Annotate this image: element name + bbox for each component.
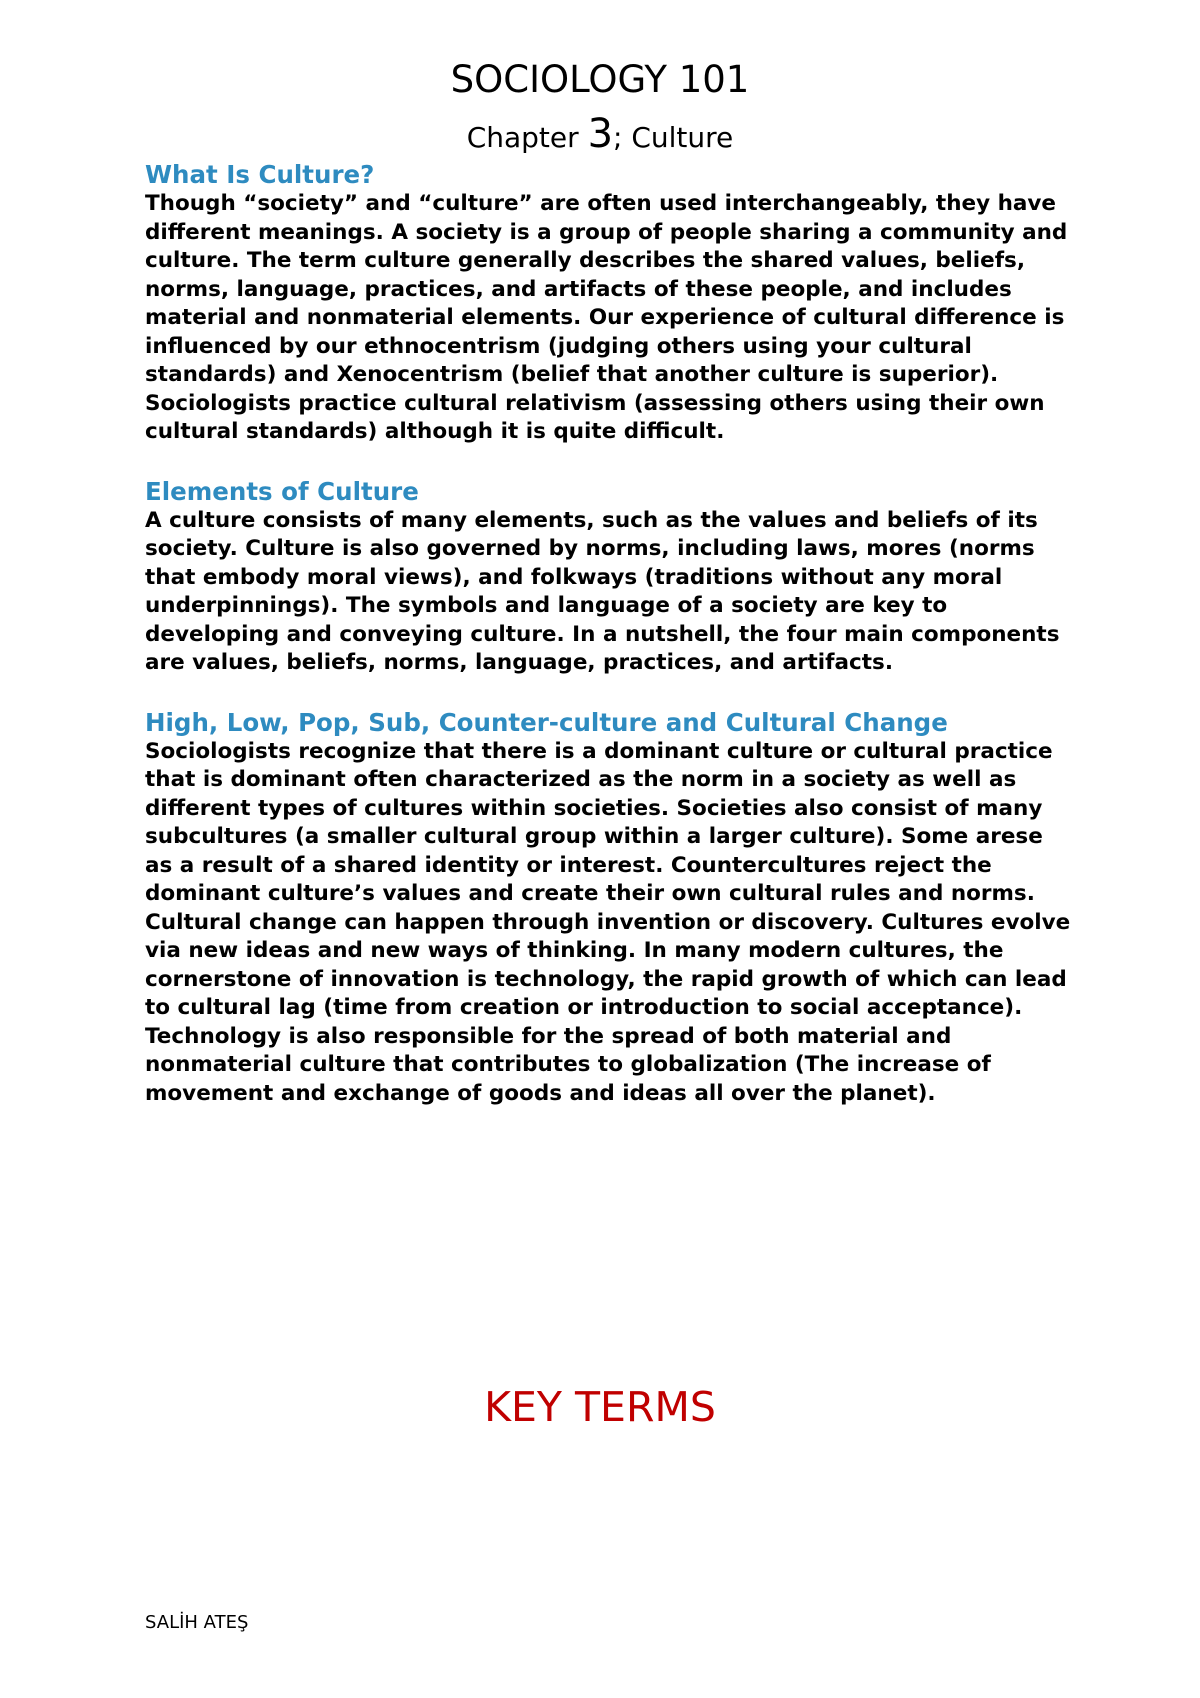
chapter-subtitle — [0, 112, 1200, 160]
section-elements-of-culture — [145, 477, 1075, 678]
section-body: Sociologists recognize that there is a dominant culture or cultural practice that is dominant often characterized as the norm in a society as well as different types of cultures within societies. Societies also consist of many subcultures (a smaller cultural group within a larger culture). Some arese as a result of a shared identity or interest. Countercultures reject the dominant culture’s values and create their own cultural rules and norms. Cultural change can happen through invention or discovery. Cultures evolve via new ideas and new ways of thinking. In many modern cultures, the cornerstone of innovation is technology, the rapid growth of which can lead to cultural lag (time from creation or introduction to social acceptance). Technology is also responsible for the spread of both material and nonmaterial culture that contributes to globalization (The increase of movement and exchange of goods and ideas all over the planet). — [145, 738, 1071, 1106]
section-heading: High, Low, Pop, Sub, Counter-culture and Cultural Change — [145, 707, 948, 737]
key-terms-heading: KEY TERMS — [484, 1383, 716, 1431]
section-body: Though “society” and “culture” are often used interchangeably, they have different meanings. A society is a group of people sharing a community and culture. The term culture generally describes the shared values, beliefs, norms, language, practices, and artifacts of these people, and includes material and nonmaterial elements. Our experience of cultural difference is influenced by our ethnocentrism (judging others using your cultural standards) and Xenocentrism (belief that another culture is superior). Sociologists practice cultural relativism (assessing others using their own cultural standards) although it is quite difficult. — [145, 191, 1068, 444]
section-body: A culture consists of many elements, such as the values and beliefs of its society. Culture is also governed by norms, including laws, mores (norms that embody moral views), and folkways (traditions without any moral underpinnings). The symbols and language of a society are key to developing and conveying culture. In a nutshell, the four main components are values, beliefs, norms, language, practices, and artifacts. — [145, 507, 1060, 675]
chapter-number: 3 — [587, 111, 614, 157]
chapter-name: ; Culture — [613, 121, 734, 154]
section-heading: Elements of Culture — [145, 476, 419, 506]
section-spacer — [145, 678, 1075, 708]
document-title: SOCIOLOGY 101 — [450, 58, 750, 101]
chapter-prefix: Chapter — [466, 121, 588, 154]
main-content — [145, 160, 1075, 1108]
section-what-is-culture — [145, 160, 1075, 447]
section-spacer — [145, 447, 1075, 477]
footer-author: SALİH ATEŞ — [145, 1612, 249, 1633]
section-heading: What Is Culture? — [145, 160, 375, 189]
section-cultural-change — [145, 708, 1075, 1109]
